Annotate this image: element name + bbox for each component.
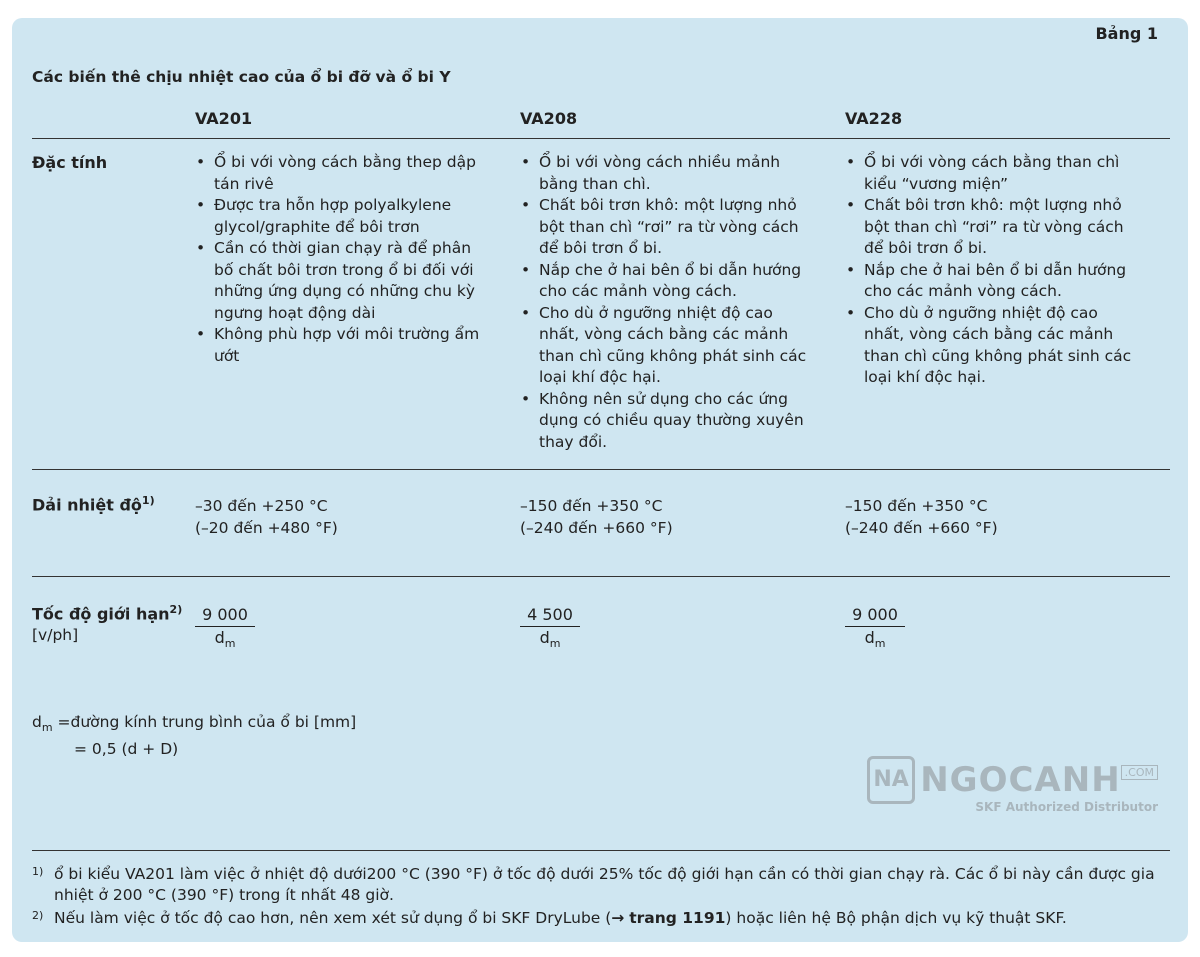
footnote-ref-2: 2) <box>169 603 183 616</box>
temperature-va208 <box>520 496 673 539</box>
speed-denominator: $d_m$ <box>539 628 561 651</box>
footnote-divider <box>32 850 1170 851</box>
list-item: • Nắp che ở hai bên ổ bi dẫn hướng cho các mảnh vòng cách. <box>517 260 817 303</box>
list-item: • Ổ bi với vòng cách nhiều mảnh bằng than chì. <box>517 152 817 195</box>
footnote-2: 2) Nếu làm việc ở tốc độ cao hơn, nên xem xét sử dụng ổ bi SKF DryLube (→ trang 1191) hoặc liên hệ Bộ phận dịch vụ kỹ thuật SKF. <box>32 909 1067 927</box>
list-item: • Không phù hợp với môi trường ẩm ướt <box>192 324 492 367</box>
header-divider <box>32 138 1170 139</box>
list-item: • Ổ bi với vòng cách bằng than chì kiểu “vương miện” <box>842 152 1142 195</box>
temperature-celsius: –150 đến +350 °C <box>845 497 988 515</box>
temperature-divider <box>32 576 1170 577</box>
footnote-ref-1: 1) <box>141 494 155 507</box>
table-number: Bảng 1 <box>1095 24 1158 43</box>
temperature-va228 <box>845 496 998 539</box>
row-label-temperature: Dải nhiệt độ$^{1)}$ <box>32 494 155 515</box>
list-item: • Được tra hỗn hợp polyalkylene glycol/graphite để bôi trơn <box>192 195 492 238</box>
features-divider <box>32 469 1170 470</box>
speed-denominator: $d_m$ <box>864 628 886 651</box>
temperature-fahrenheit: (–240 đến +660 °F) <box>845 518 998 537</box>
temperature-celsius: –30 đến +250 °C <box>195 497 328 515</box>
list-item: • Cho dù ở ngưỡng nhiệt độ cao nhất, vòng cách bằng các mảnh than chì cũng không phát sinh các loại khí độc hại. <box>517 303 817 389</box>
features-list-va208 <box>517 152 817 453</box>
speed-numerator: 9 000 <box>195 605 255 627</box>
speed-numerator: 9 000 <box>845 605 905 627</box>
dm-definition: $d_m$ =đường kính trung bình của ổ bi [mm] = 0,5 (d + D) <box>32 712 356 760</box>
list-item: • Không nên sử dụng cho các ứng dụng có chiều quay thường xuyên thay đổi. <box>517 389 817 454</box>
table-panel <box>12 18 1188 942</box>
column-header-va228: VA228 <box>845 109 903 128</box>
list-item: • Chất bôi trơn khô: một lượng nhỏ bột than chì “rơi” ra từ vòng cách để bôi trơn ổ bi. <box>842 195 1142 260</box>
column-header-va208: VA208 <box>520 109 578 128</box>
list-item: • Chất bôi trơn khô: một lượng nhỏ bột than chì “rơi” ra từ vòng cách để bôi trơn ổ bi. <box>517 195 817 260</box>
temperature-fahrenheit: (–20 đến +480 °F) <box>195 518 338 537</box>
dm-formula: = 0,5 (d + D) <box>74 739 179 758</box>
features-list-va201 <box>192 152 492 367</box>
list-item: • Cho dù ở ngưỡng nhiệt độ cao nhất, vòng cách bằng các mảnh than chì cũng không phát sinh các loại khí độc hại. <box>842 303 1142 389</box>
footnote-1: 1) ổ bi kiểu VA201 làm việc ở nhiệt độ dưới200 °C (390 °F) ở tốc độ dưới 25% tốc độ giới hạn cần có thời gian chạy rà. Các ổ bi này cần được gia nhiệt ở 200 °C (390 °F) trong ít nhất 48 giờ. <box>32 865 1155 904</box>
ngocanh-logo-icon: NA <box>867 756 915 804</box>
row-label-features: Đặc tính <box>32 153 108 172</box>
speed-fraction-va208 <box>520 605 580 655</box>
column-header-va201: VA201 <box>195 109 253 128</box>
speed-denominator: $d_m$ <box>214 628 236 651</box>
arrow-right-icon: → <box>611 909 625 927</box>
list-item: • Ổ bi với vòng cách bằng thep dập tán rivê <box>192 152 492 195</box>
watermark-subtitle: SKF Authorized Distributor <box>975 800 1158 814</box>
watermark-tld: .COM <box>1121 765 1158 780</box>
table-title: Các biến thê chịu nhiệt cao của ổ bi đỡ và ổ bi Y <box>32 68 451 86</box>
distributor-watermark <box>867 756 1158 814</box>
row-label-speed: Tốc độ giới hạn$^{2)}$ <box>32 603 183 624</box>
list-item: • Nắp che ở hai bên ổ bi dẫn hướng cho các mảnh vòng cách. <box>842 260 1142 303</box>
speed-unit: [v/ph] <box>32 626 79 644</box>
watermark-name: NGOCANH <box>920 760 1121 800</box>
speed-numerator: 4 500 <box>520 605 580 627</box>
speed-fraction-va201 <box>195 605 255 655</box>
temperature-va201 <box>195 496 338 539</box>
list-item: • Cần có thời gian chạy rà để phân bố chất bôi trơn trong ổ bi đối với những ứng dụng có những chu kỳ ngưng hoạt động dài <box>192 238 492 324</box>
features-list-va228 <box>842 152 1142 389</box>
page-reference-link[interactable]: trang 1191 <box>629 909 726 927</box>
speed-fraction-va228 <box>845 605 905 655</box>
temperature-fahrenheit: (–240 đến +660 °F) <box>520 518 673 537</box>
temperature-celsius: –150 đến +350 °C <box>520 497 663 515</box>
